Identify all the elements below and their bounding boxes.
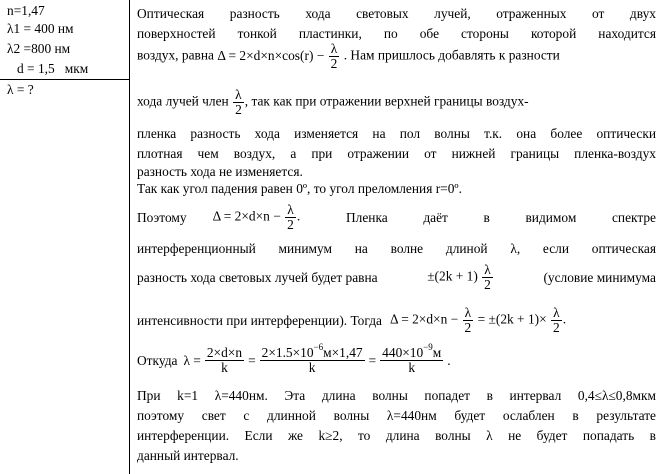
- formula-text: Δ = 2×d×n −: [389, 311, 459, 327]
- solution-line: [137, 203, 656, 232]
- fraction-lambda-2: [551, 306, 562, 335]
- denominator: k: [205, 360, 244, 375]
- numerator-text: м×1,47: [323, 345, 363, 360]
- text: хода лучей член: [137, 93, 229, 109]
- fraction-result: [380, 342, 443, 376]
- numerator: [260, 342, 365, 360]
- numerator: 2×d×n: [206, 345, 243, 360]
- solution-line: [137, 306, 656, 335]
- fraction-lambda-2: [329, 42, 340, 71]
- numerator: λ: [287, 202, 294, 217]
- equals-sign: =: [248, 352, 256, 368]
- solution-line: пленка разность хода изменяется на пол волны т.к. она более оптически: [137, 126, 656, 141]
- formula-wavelength: λ = $\frac{2\times d\times n}{k}$ = $\frac{2\times 1.5\times 10^{-6}м\times 1,47}{k}$ = $\frac{440\times 10^{-9}м}{k}$ .: [183, 342, 451, 376]
- denominator: 2: [464, 320, 472, 336]
- formula-text: ±(2k + 1): [427, 268, 478, 284]
- numerator-text: 2×1.5×10: [261, 345, 314, 360]
- vertical-divider: [129, 0, 130, 474]
- denominator: 2: [484, 277, 491, 293]
- solution-line: [137, 263, 656, 292]
- formula-minimum-condition: [427, 263, 494, 292]
- text: воздух, равна: [137, 47, 214, 63]
- solution-line: разность хода не изменяется.: [137, 164, 303, 179]
- text: , так как при отражении верхней границы воздух-: [244, 93, 529, 109]
- given-lambda2: λ2 =800 нм: [7, 41, 71, 56]
- solution-line: [137, 42, 656, 71]
- numerator: λ: [464, 305, 472, 320]
- given-n: n=1,47: [7, 3, 45, 18]
- denominator: 2: [235, 102, 242, 118]
- formula-path-difference-normal: Δ = 2×d×n − $\frac{\lambda}{2}$ .: [212, 202, 301, 233]
- text: . Нам пришлось добавлять к разности: [343, 47, 560, 63]
- formula-text: = ±(2k + 1)×: [477, 311, 547, 327]
- text: разность хода световых лучей будет равна: [137, 269, 378, 285]
- numerator: λ: [235, 87, 242, 102]
- numerator-text: м: [432, 345, 442, 360]
- exponent: −6: [313, 342, 324, 352]
- fraction-lambda-2: [463, 306, 474, 335]
- formula-equation: Δ = 2×d×n − $\frac{\lambda}{2}$ = ±(2k + 1)× $\frac{\lambda}{2}$ .: [389, 305, 567, 336]
- formula-text: λ =: [183, 352, 201, 368]
- text: Пленка даёт в видимом спектре: [346, 209, 656, 225]
- denominator: k: [260, 360, 365, 375]
- denominator: 2: [287, 217, 294, 233]
- solution-line: интерференции. Если же k≥2, то длина волны λ не будет попадать в: [137, 428, 656, 443]
- fraction-lambda-2: [482, 263, 493, 292]
- formula-text: Δ = 2×d×n×cos(r) −: [217, 47, 325, 63]
- denominator: 2: [553, 320, 560, 336]
- denominator: 2: [330, 56, 338, 72]
- solution-line: интерференционный минимум на волне длиной λ, если оптическая: [137, 241, 656, 256]
- solution-line: Оптическая разность хода световых лучей, отраженных от двух: [137, 6, 656, 21]
- solution-line: поверхностей тонкой пластинки, по обе стороны которой находится: [137, 26, 656, 41]
- fraction-lambda-2: [285, 203, 296, 232]
- numerator: λ: [484, 262, 491, 277]
- given-d: d = 1,5 мкм: [17, 61, 89, 76]
- equals-sign: =: [368, 352, 377, 368]
- fraction-substituted: [260, 342, 365, 376]
- formula-text: Δ = 2×d×n −: [212, 208, 281, 224]
- solution-line: [137, 88, 656, 117]
- solution-line: [137, 342, 656, 376]
- numerator: λ: [330, 41, 338, 56]
- denominator: k: [380, 360, 443, 375]
- text: (условие минимума: [543, 269, 656, 285]
- solution-line: поэтому свет с длинной волны λ=440нм будет ослаблен в результате: [137, 408, 656, 423]
- solution-line: данный интервал.: [137, 448, 239, 463]
- given-divider: [0, 79, 129, 80]
- solution-line: Так как угол падения равен 0º, то угол преломления r=0º.: [137, 181, 462, 196]
- text: Поэтому: [137, 209, 187, 225]
- find-lambda: λ = ?: [7, 82, 34, 97]
- solution-line: плотная чем воздух, а при отражении от нижней границы пленка-воздух: [137, 146, 656, 161]
- numerator: [380, 342, 443, 360]
- text: интенсивности при интерференции). Тогда: [137, 312, 382, 328]
- numerator-text: 440×10: [382, 345, 424, 360]
- fraction-lambda-2: [233, 88, 244, 117]
- given-lambda1: λ1 = 400 нм: [7, 21, 74, 36]
- numerator: λ: [553, 305, 560, 320]
- formula-path-difference: [217, 41, 343, 72]
- text: Откуда: [137, 352, 178, 368]
- fraction-wavelength: [205, 346, 244, 375]
- exponent: −9: [423, 342, 433, 352]
- solution-line: При k=1 λ=440нм. Эта длина волны попадет в интервал 0,4≤λ≤0,8мкм: [137, 388, 656, 403]
